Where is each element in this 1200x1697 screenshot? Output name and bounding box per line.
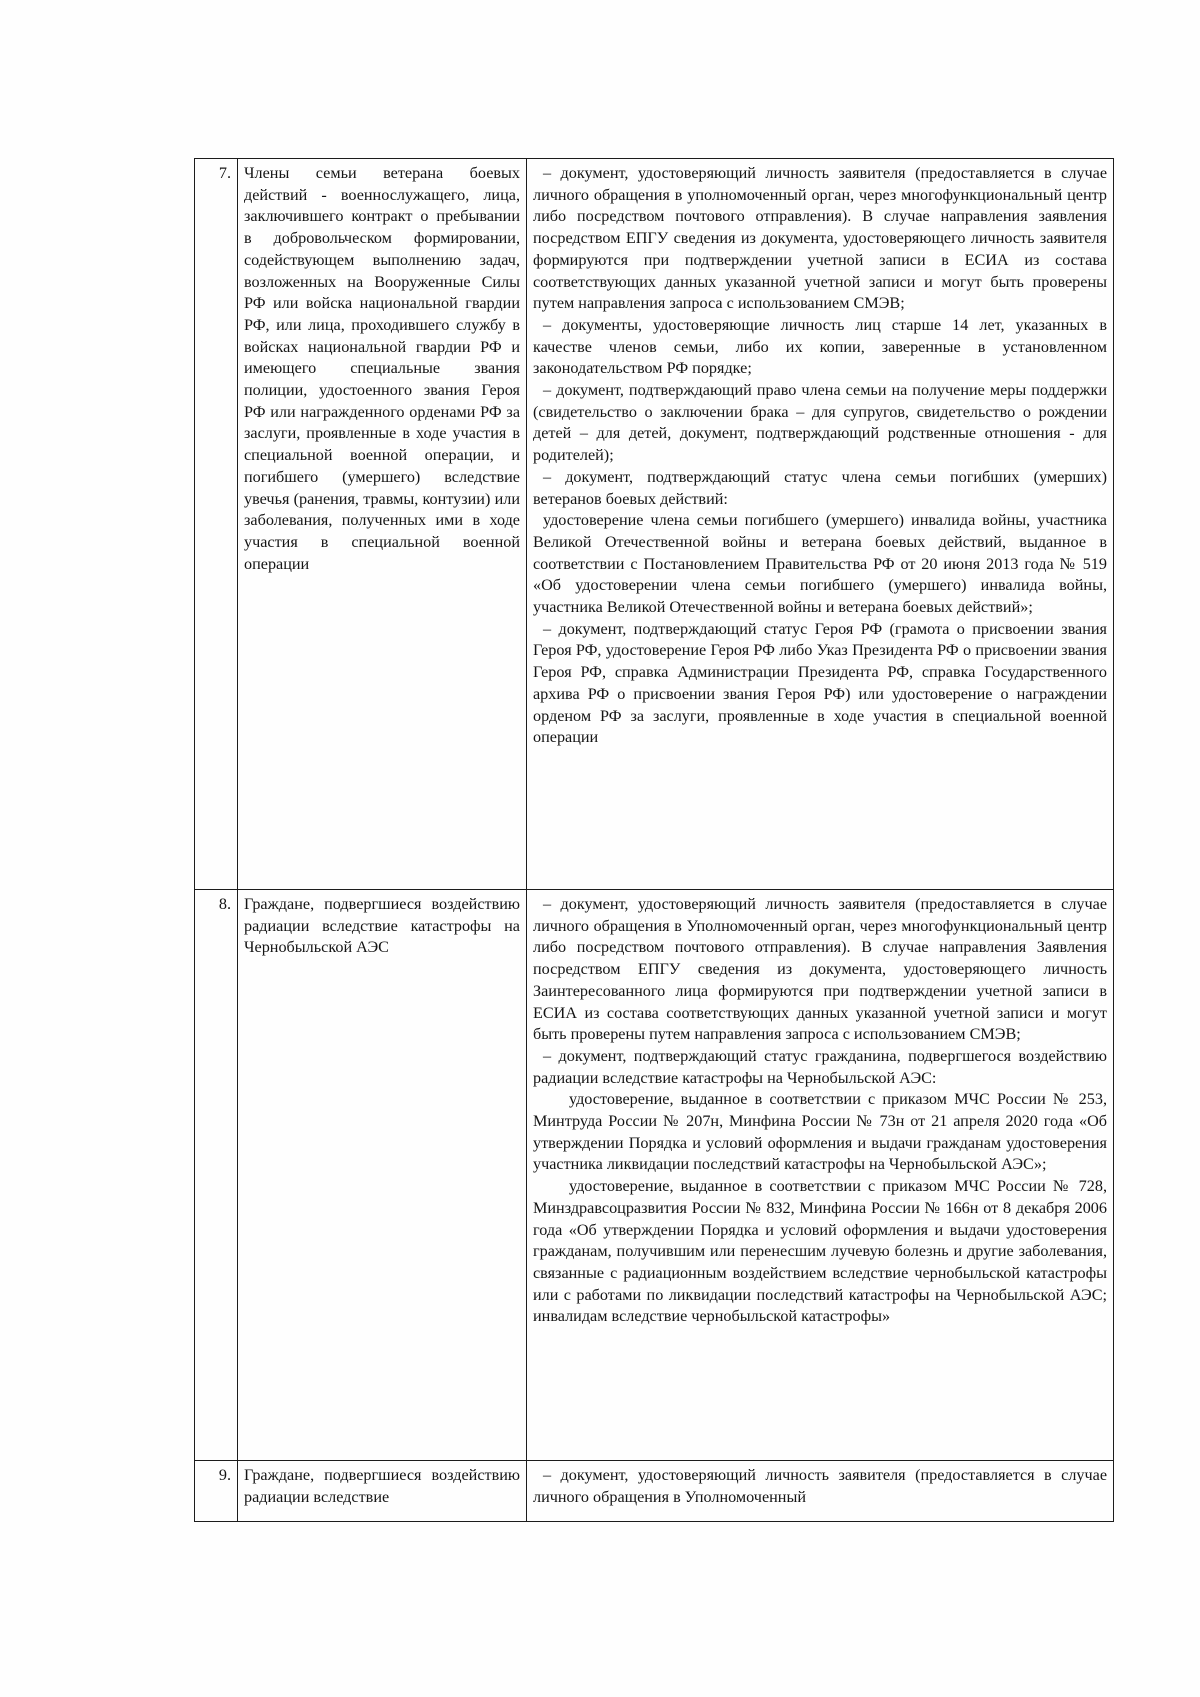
document-item: – документ, удостоверяющий личность заявителя (предоставляется в случае личного обращения в Уполномоченный <box>533 1466 1107 1506</box>
document-item: – документ, подтверждающий статус гражданина, подвергшегося воздействию радиации вследствие катастрофы на Чернобыльской АЭС: <box>533 1046 1107 1087</box>
document-item: – документы, удостоверяющие личность лиц старше 14 лет, указанных в качестве членов семьи, либо их копии, заверенные в установленном законодательством РФ порядке; <box>533 315 1107 378</box>
recipient-category <box>238 1461 527 1522</box>
document-item: удостоверение, выданное в соответствии с приказом МЧС России № 728, Минздравсоцразвития России № 832, Минфина России № 166н от 8 декабря 2006 года «Об утверждении Порядка и условий оформления и выдачи удостоверения гражданам, получившим или перенесшим лучевую болезнь и другие заболевания, связанные с радиационным воздействием вследствие чернобыльской катастрофы или с работами по ликвидации последствий катастрофы на Чернобыльской АЭС; инвалидам вследствие чернобыльской катастрофы» <box>533 1177 1107 1326</box>
benefits-documents-table <box>194 158 1114 1522</box>
table-row <box>195 890 1114 1461</box>
row-number: 7. <box>195 159 238 890</box>
document-item: – документ, удостоверяющий личность заявителя (предоставляется в случае личного обращения в уполномоченный орган, через многофункциональный центр либо посредством почтового отправления). В случае направления заявления посредством ЕПГУ сведения из документа, удостоверяющего личность заявителя формируются при подтверждении учетной записи в ЕСИА из состава соответствующих данных указанной учетной записи и могут быть проверены путем направления запроса с использованием СМЭВ; <box>533 164 1107 313</box>
category-text: Граждане, подвергшиеся воздействию радиации вследствие катастрофы на Чернобыльской АЭС <box>244 895 520 957</box>
required-documents <box>527 890 1114 1461</box>
document-item: удостоверение члена семьи погибшего (умершего) инвалида войны, участника Великой Отечественной войны и ветерана боевых действий, выданное в соответствии с Постановлением Правительства РФ от 20 июня 2013 года № 519 «Об удостоверении члена семьи погибшего (умершего) инвалида войны, участника Великой Отечественной войны и ветерана боевых действий»; <box>533 511 1107 617</box>
row-number: 8. <box>195 890 238 1461</box>
category-text: Граждане, подвергшиеся воздействию радиации вследствие <box>244 1466 520 1506</box>
document-item: – документ, подтверждающий статус Героя РФ (грамота о присвоении звания Героя РФ, удостоверение Героя РФ либо Указ Президента РФ о присвоении звания Героя РФ, справка Администрации Президента РФ, справка Государственного архива РФ о присвоении звания Героя РФ) или удостоверение о награждении орденом РФ за заслуги, проявленные в ходе участия в специальной военной операции <box>533 619 1107 747</box>
recipient-category <box>238 890 527 1461</box>
required-documents <box>527 1461 1114 1522</box>
row-number: 9. <box>195 1461 238 1522</box>
recipient-category <box>238 159 527 890</box>
document-item: – документ, удостоверяющий личность заявителя (предоставляется в случае личного обращения в Уполномоченный орган, через многофункциональный центр либо посредством почтового отправления). В случае направления Заявления посредством ЕПГУ сведения из документа, удостоверяющего личность Заинтересованного лица формируются при подтверждении учетной записи в ЕСИА из состава соответствующих данных указанной учетной записи и могут быть проверены путем направления запроса с использованием СМЭВ; <box>533 895 1107 1044</box>
table-row <box>195 159 1114 890</box>
document-item: – документ, подтверждающий статус члена семьи погибших (умерших) ветеранов боевых действий: <box>533 467 1107 508</box>
table-row <box>195 1461 1114 1522</box>
document-item: – документ, подтверждающий право члена семьи на получение меры поддержки (свидетельство о заключении брака – для супругов, свидетельство о рождении детей – для детей, документ, подтверждающий родственные отношения - для родителей); <box>533 381 1107 465</box>
required-documents <box>527 159 1114 890</box>
document-item: удостоверение, выданное в соответствии с приказом МЧС России № 253, Минтруда России № 207н, Минфина России № 73н от 21 апреля 2020 года «Об утверждении Порядка и условий оформления и выдачи гражданам удостоверения участника ликвидации последствий катастрофы на Чернобыльской АЭС»; <box>533 1090 1107 1174</box>
category-text: Члены семьи ветерана боевых действий - военнослужащего, лица, заключившего контракт о пребывании в добровольческом формировании, содействующем выполнению задач, возложенных на Вооруженные Силы РФ или войска национальной гвардии РФ, или лица, проходившего службу в войсках национальной гвардии РФ и имеющего специальные звания полиции, удостоенного звания Героя РФ или награжденного орденами РФ за заслуги, проявленные в ходе участия в специальной военной операции, и погибшего (умершего) вследствие увечья (ранения, травмы, контузии) или заболевания, полученных ими в ходе участия в специальной военной операции <box>244 164 520 573</box>
